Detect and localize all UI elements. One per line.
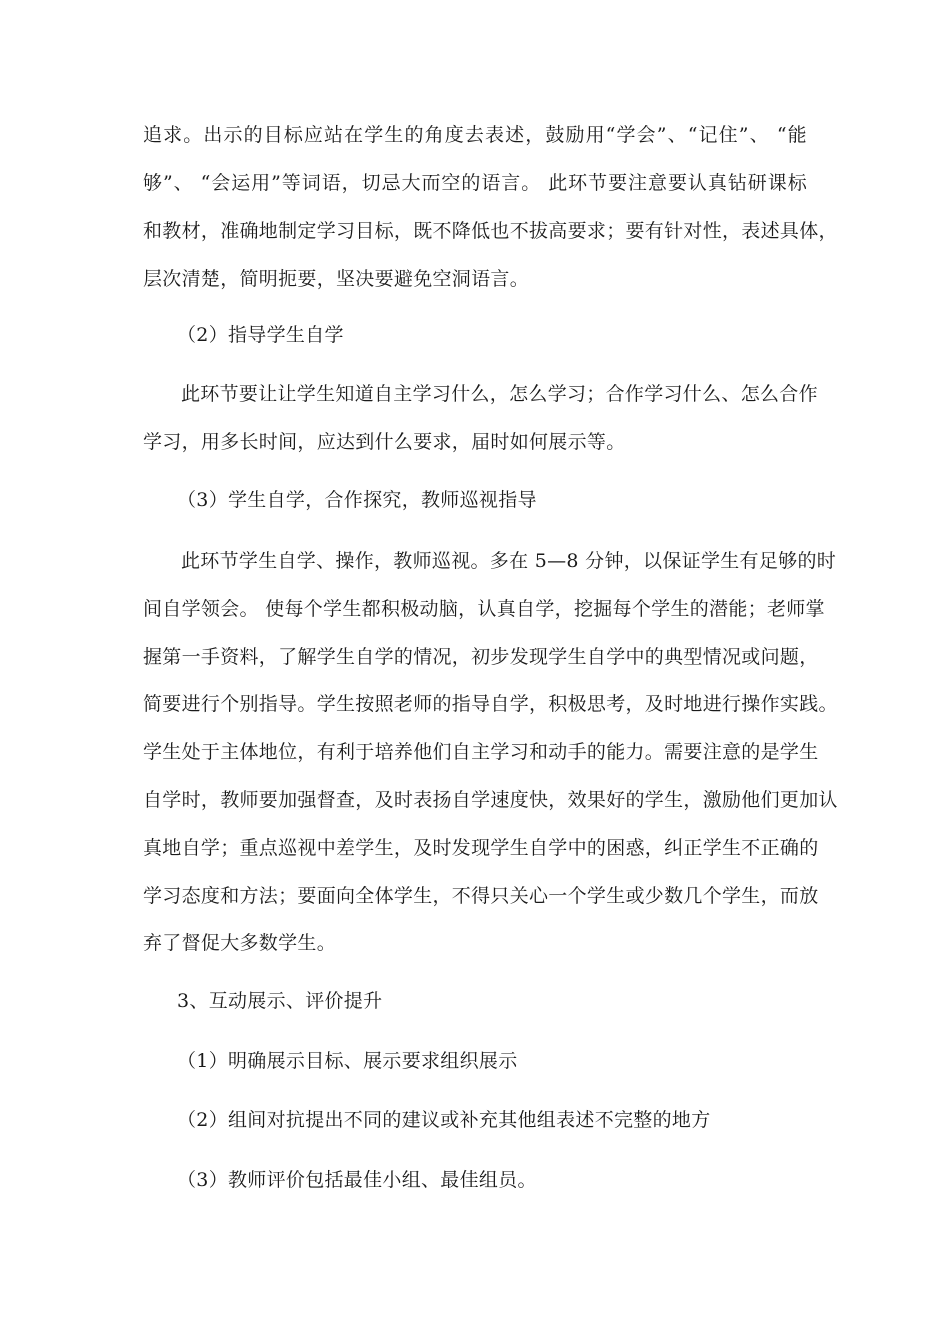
paragraph-line: 够”、 “会运用”等词语，切忌大而空的语言。 此环节要注意要认真钻研课标 (143, 172, 807, 194)
paragraph-line: 和教材，准确地制定学习目标，既不降低也不拔高要求；要有针对性，表述具体， (143, 220, 838, 242)
paragraph-line: 简要进行个别指导。学生按照老师的指导自学，积极思考，及时地进行操作实践。 (143, 693, 838, 715)
paragraph-line: 层次清楚，简明扼要，坚决要避免空洞语言。 (143, 268, 530, 290)
paragraph-line: 学生处于主体地位，有利于培养他们自主学习和动手的能力。需要注意的是学生 (143, 741, 819, 763)
paragraph-line: 学习态度和方法；要面向全体学生，不得只关心一个学生或少数几个学生，而放 (143, 885, 819, 907)
paragraph-line: 此环节要让让学生知道自主学习什么，怎么学习；合作学习什么、怎么合作 (181, 383, 818, 405)
section-heading: （2）指导学生自学 (177, 324, 344, 346)
paragraph-line: 弃了督促大多数学生。 (143, 932, 337, 954)
list-item: （1）明确展示目标、展示要求组织展示 (177, 1050, 518, 1072)
paragraph-line: 追求。出示的目标应站在学生的角度去表述，鼓励用“学会”、“记住”、 “能 (143, 124, 807, 146)
list-item: （3）教师评价包括最佳小组、最佳组员。 (177, 1169, 537, 1191)
paragraph-line: 间自学领会。 使每个学生都积极动脑，认真自学，挖掘每个学生的潜能；老师掌 (143, 598, 825, 620)
paragraph-line: 自学时，教师要加强督查，及时表扬自学速度快，效果好的学生，激励他们更加认 (143, 789, 838, 811)
paragraph-line: 学习，用多长时间，应达到什么要求，届时如何展示等。 (143, 431, 626, 453)
paragraph-line: 握第一手资料，了解学生自学的情况，初步发现学生自学中的典型情况或问题， (143, 646, 819, 668)
paragraph-line: 真地自学；重点巡视中差学生，及时发现学生自学中的困惑，纠正学生不正确的 (143, 837, 819, 859)
section-heading: 3、互动展示、评价提升 (177, 990, 383, 1012)
list-item: （2）组间对抗提出不同的建议或补充其他组表述不完整的地方 (177, 1109, 711, 1131)
section-heading: （3）学生自学，合作探究，教师巡视指导 (177, 489, 537, 511)
paragraph-line: 此环节学生自学、操作，教师巡视。多在 5—8 分钟，以保证学生有足够的时 (181, 550, 837, 572)
